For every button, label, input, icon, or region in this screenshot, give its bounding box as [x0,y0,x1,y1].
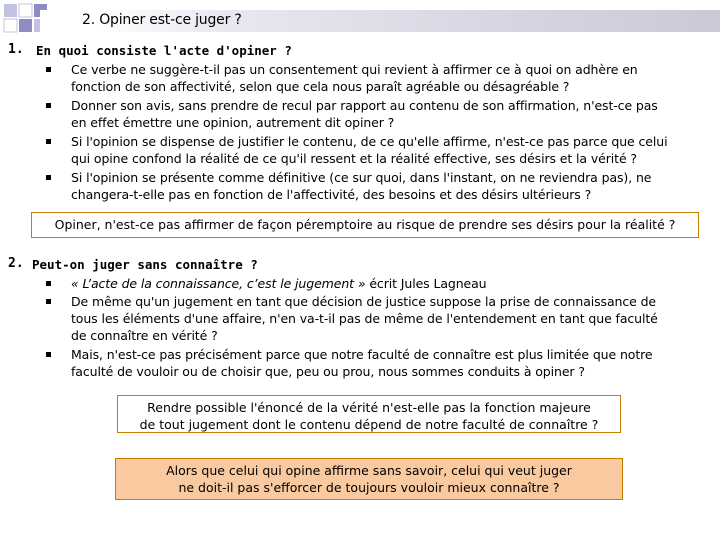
quote-line [71,275,487,293]
bullet-marker [46,352,51,357]
bullet-marker [46,281,51,286]
conclusion-line-2: ne doit-il pas s'efforcer de toujours vouloir mieux connaître ? [178,480,560,495]
section-2-summary-box [117,395,621,433]
bullet-2-line-2: en effet émettre une opinion, autrement dit opiner ? [71,115,395,130]
summary-line-1: Rendre possible l'énoncé de la vérité n'est-elle pas la fonction majeure [147,400,591,415]
bullet-marker [46,67,51,72]
bullet-5-line-3: de connaître en vérité ? [71,328,218,343]
conclusion-box [115,458,623,500]
bullet-1-line-2: fonction de son affectivité, selon que cela nous paraît agréable ou désagréable ? [71,79,570,94]
bullet-4-line-1: Si l'opinion se présente comme définitive (ce sur quoi, dans l'instant, on ne reviendra pas), ne [71,170,652,185]
bullet-marker [46,103,51,108]
summary-line-2: de tout jugement dont le contenu dépend de notre faculté de connaître ? [139,417,599,432]
bullet-6-line-2: faculté de vouloir ou de choisir que, peu ou prou, nous sommes conduits à opiner ? [71,364,585,379]
bullet-marker [46,175,51,180]
section-2-number: 2. [8,256,24,271]
bullet-marker [46,139,51,144]
bullet-6-line-1: Mais, n'est-ce pas précisément parce que notre faculté de connaître est plus limitée que notre [71,347,653,362]
bullet-3-line-1: Si l'opinion se dispense de justifier le contenu, de ce qu'elle affirme, n'est-ce pas parce que celui [71,134,668,149]
bullet-3-line-2: qui opine confond la réalité de ce qu'il ressent et la réalité effective, ses désirs et la vérité ? [71,151,637,166]
bullet-4-line-2: changera-t-elle pas en fonction de l'affectivité, des besoins et des désirs ultérieurs ? [71,187,592,202]
quote-text: « L’acte de la connaissance, c’est le jugement » [71,276,366,291]
bullet-marker [46,299,51,304]
section-1-heading: En quoi consiste l'acte d'opiner ? [36,43,292,58]
quote-author: écrit Jules Lagneau [369,276,487,291]
section-1-summary-box: Opiner, n'est-ce pas affirmer de façon péremptoire au risque de prendre ses désirs pour la réalité ? [31,212,699,238]
bullet-5-line-1: De même qu'un jugement en tant que décision de justice suppose la prise de connaissance de [71,294,656,309]
section-2-heading: Peut-on juger sans connaître ? [32,257,258,272]
page-title: 2. Opiner est-ce juger ? [82,12,242,28]
conclusion-line-1: Alors que celui qui opine affirme sans savoir, celui qui veut juger [166,463,572,478]
bullet-2-line-1: Donner son avis, sans prendre de recul par rapport au contenu de son affirmation, n'est-ce pas [71,98,658,113]
bullet-1-line-1: Ce verbe ne suggère-t-il pas un consentement qui revient à affirmer ce à quoi on adhère en [71,62,638,77]
section-1-number: 1. [8,42,24,57]
bullet-5-line-2: tous les éléments d'une affaire, n'en va-t-il pas de même de l'entendement en tant que faculté [71,311,658,326]
